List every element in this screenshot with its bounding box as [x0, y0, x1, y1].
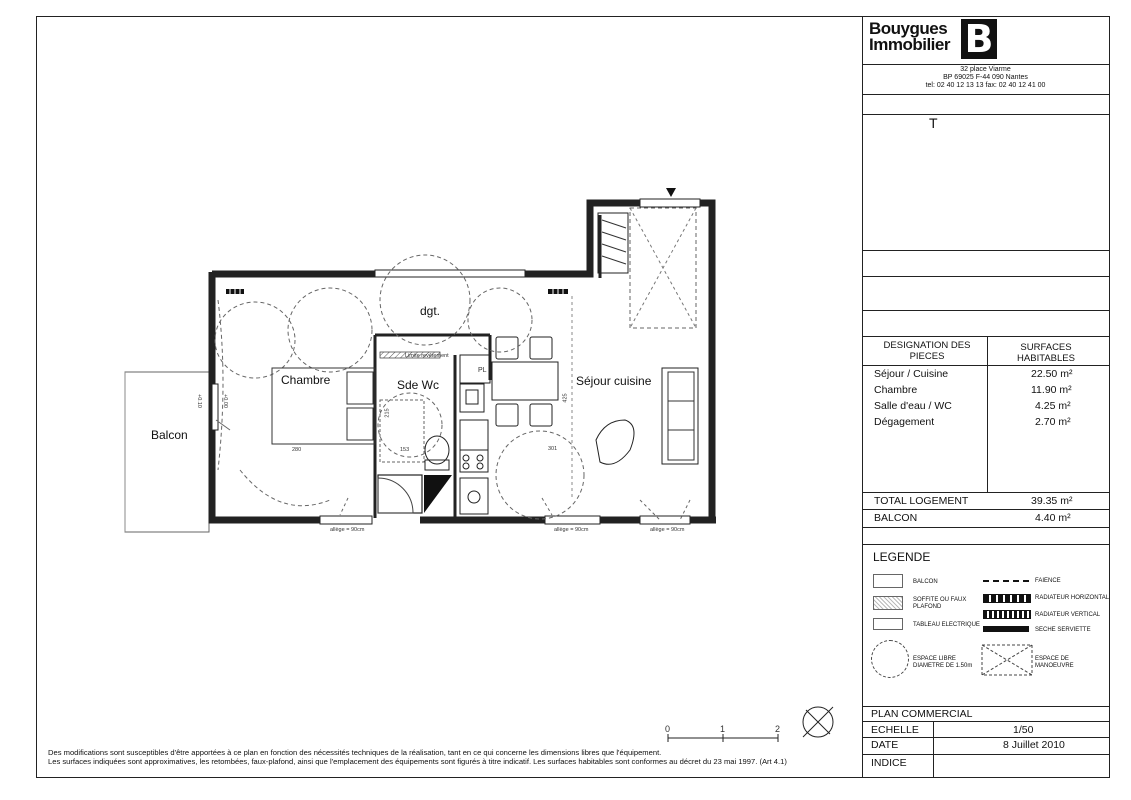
- total-label: TOTAL LOGEMENT: [874, 495, 969, 507]
- company-address-3: tel: 02 40 12 13 13 fax: 02 40 12 41 00: [925, 82, 1046, 89]
- surface-value-3: 2.70 m²: [1035, 416, 1071, 428]
- sofa: [662, 368, 698, 464]
- surface-name-0: Séjour / Cuisine: [874, 368, 949, 380]
- plan-label: PLAN COMMERCIAL: [871, 708, 973, 720]
- company-name: [869, 21, 950, 53]
- balcon-label: BALCON: [874, 512, 918, 524]
- interior-walls: [375, 215, 600, 518]
- dim-215: 215: [384, 408, 391, 418]
- scale-tick-2: 2: [775, 724, 781, 734]
- room-label-dgt: dgt.: [420, 304, 441, 318]
- legend-faience: FAIENCE: [1035, 578, 1061, 584]
- surfaces-header-left: DESIGNATION DES PIECES: [883, 340, 971, 362]
- legend-radiateur-h: RADIATEUR HORIZONTAL: [1035, 595, 1110, 601]
- dim-153: 153: [400, 447, 410, 453]
- echelle-label: ECHELLE: [871, 724, 919, 736]
- limite-revetement: Limite revêtement: [405, 353, 449, 359]
- legend-soffite-icon: [873, 596, 903, 610]
- dining-table: [492, 362, 558, 400]
- total-value: 39.35 m²: [1031, 495, 1073, 507]
- legend-seche-icon: [983, 626, 1029, 632]
- height-level-1: +0.10: [195, 394, 202, 408]
- company-logo-icon: B: [961, 19, 997, 59]
- legend-seche: SECHE SERVIETTE: [1035, 627, 1091, 633]
- surfaces-header-right: SURFACES HABITABLES: [1017, 342, 1075, 364]
- company-address-2: BP 69025 F-44 090 Nantes: [943, 74, 1028, 81]
- legend-radiateur-h-icon: [983, 594, 1031, 603]
- footnote-line1: Des modifications sont susceptibles d'être apportées à ce plan en fonction des nécessités techniques de la réalisation, tant en ce qui concerne les dimensions libres que l'équipement.: [48, 748, 662, 757]
- dim-280: 280: [292, 447, 302, 453]
- legend-espace-libre: ESPACE LIBRE DIAMETRE DE 1.50m: [913, 656, 973, 669]
- surface-value-0: 22.50 m²: [1031, 368, 1073, 380]
- room-label-chambre: Chambre: [281, 373, 331, 387]
- legend-balcon: BALCON: [913, 579, 938, 585]
- surface-value-2: 4.25 m²: [1035, 400, 1071, 412]
- legend-manoeuvre-icon: [981, 644, 1033, 676]
- room-label-sde: Sde Wc: [397, 378, 440, 392]
- date-value: 8 Juillet 2010: [1003, 739, 1065, 751]
- legend-balcon-icon: [873, 574, 903, 588]
- footnote-line2: Les surfaces indiquées sont approximatives, les retombées, faux-plafond, ainsi que l'emplacement des équipements sont figurés à titre indicatif. Les surfaces habitables sont conformes au décret du 23 mai 1997. (Art 4.1): [48, 757, 787, 766]
- allege-1: allège = 90cm: [330, 527, 365, 533]
- legend-tableau-icon: [873, 618, 903, 630]
- legend-manoeuvre: ESPACE DE MANOEUVRE: [1035, 656, 1074, 669]
- orientation-marker: T: [929, 115, 938, 131]
- scale-tick-0: 0: [665, 724, 671, 734]
- indice-label: INDICE: [871, 757, 907, 769]
- legend-radiateur-v-icon: [983, 610, 1031, 619]
- legend-title: LEGENDE: [873, 550, 931, 564]
- entrance-arrow: [666, 188, 676, 197]
- allege-2: allège = 90cm: [554, 527, 589, 533]
- room-label-balcon: Balcon: [151, 428, 188, 442]
- company-name-line2: Immobilier: [869, 35, 950, 54]
- balcon-value: 4.40 m²: [1035, 512, 1071, 524]
- coffee-table: [596, 420, 634, 464]
- scale-tick-1: 1: [720, 724, 726, 734]
- surface-name-3: Dégagement: [874, 416, 935, 428]
- surface-name-1: Chambre: [874, 384, 918, 396]
- title-block: [862, 16, 1110, 778]
- echelle-value: 1/50: [1013, 724, 1034, 736]
- legend-soffite: SOFFITE OU FAUX PLAFOND: [913, 597, 967, 610]
- dim-301: 301: [548, 446, 558, 452]
- shower: [378, 475, 422, 513]
- surface-value-1: 11.90 m²: [1031, 384, 1072, 396]
- legend-faience-icon: [983, 580, 1029, 582]
- date-label: DATE: [871, 739, 899, 751]
- allege-3: allège = 90cm: [650, 527, 685, 533]
- surface-name-2: Salle d'eau / WC: [874, 400, 952, 412]
- legend-tableau: TABLEAU ELECTRIQUE: [913, 622, 980, 628]
- company-name-line1: Bouygues: [869, 19, 948, 38]
- company-address-1: 32 place Viarme: [960, 66, 1011, 73]
- height-level-2: +0.00: [221, 394, 228, 408]
- room-label-sejour: Séjour cuisine: [576, 374, 652, 388]
- footnote: [48, 748, 787, 766]
- pl-label: PL: [478, 367, 487, 374]
- legend-radiateur-v: RADIATEUR VERTICAL: [1035, 612, 1101, 618]
- legend-circle-icon: [871, 640, 909, 678]
- shower-dark: [424, 475, 452, 513]
- dim-425: 425: [562, 393, 569, 403]
